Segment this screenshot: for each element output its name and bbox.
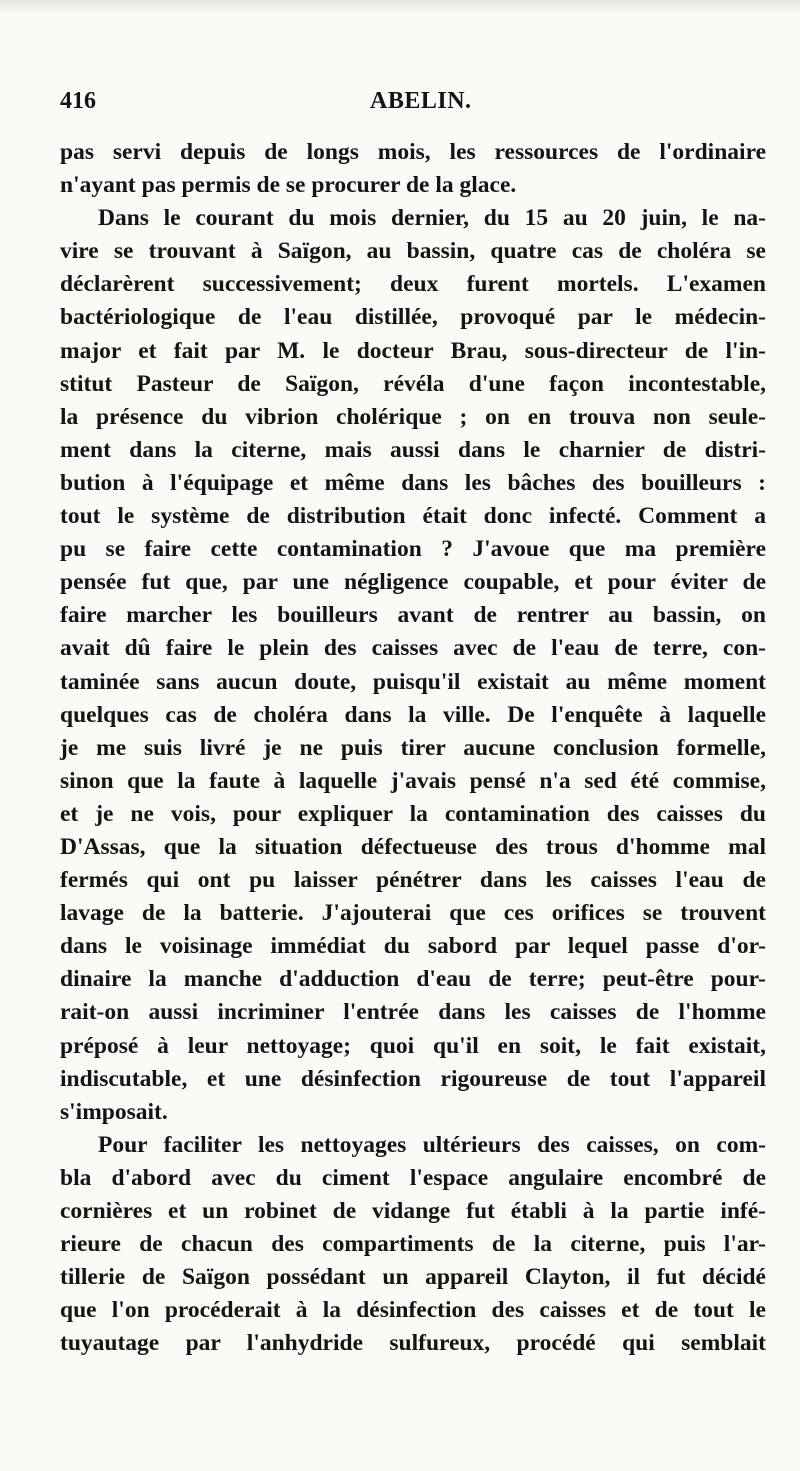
text-line: avait dû faire le plein des caisses avec de l'eau de terre, con- [60, 635, 766, 662]
text-line: lavage de la batterie. J'ajouterai que ces orifices se trouvent [60, 900, 766, 927]
text-line: pas servi depuis de longs mois, les ressources de l'ordinaire [60, 139, 766, 165]
text-line: sinon que la faute à laquelle j'avais pensé n'a sed été commise, [60, 767, 766, 794]
text-line: major et fait par M. le docteur Brau, sous-directeur de l'in- [60, 337, 766, 364]
text-line: déclarèrent successivement; deux furent mortels. L'examen [60, 271, 766, 298]
text-line: la présence du vibrion cholérique ; on en trouva non seule- [60, 403, 766, 430]
body-text [60, 136, 766, 1360]
text-line: faire marcher les bouilleurs avant de rentrer au bassin, on [60, 602, 766, 629]
text-line: et je ne vois, pour expliquer la contamination des caisses du [60, 800, 766, 827]
text-line: s'imposait. [60, 1098, 168, 1125]
text-line: préposé à leur nettoyage; quoi qu'il en soit, le fait existait, [60, 1032, 766, 1059]
text-line: bla d'abord avec du ciment l'espace angulaire encombré de [60, 1164, 766, 1191]
text-line: D'Assas, que la situation défectueuse des trous d'homme mal [60, 833, 766, 860]
running-head: ABELIN. [370, 88, 472, 114]
text-line: fermés qui ont pu laisser pénétrer dans les caisses l'eau de [60, 867, 766, 894]
text-line: taminée sans aucun doute, puisqu'il existait au même moment [60, 668, 766, 695]
text-line: indiscutable, et une désinfection rigoureuse de tout l'appareil [60, 1065, 766, 1092]
page-edge-shadow [0, 0, 800, 14]
text-line: tuyautage par l'anhydride sulfureux, procédé qui semblait [60, 1330, 766, 1357]
text-line: dinaire la manche d'adduction d'eau de terre; peut-être pour- [60, 966, 766, 993]
text-line: pu se faire cette contamination ? J'avoue que ma première [60, 536, 766, 563]
text-line: Pour faciliter les nettoyages ultérieurs des caisses, on com- [98, 1131, 766, 1158]
text-line: stitut Pasteur de Saïgon, révéla d'une façon incontestable, [60, 370, 766, 397]
text-line: que l'on procéderait à la désinfection des caisses et de tout le [60, 1297, 766, 1324]
text-line: cornières et un robinet de vidange fut établi à la partie infé- [60, 1198, 766, 1224]
text-line: rieure de chacun des compartiments de la citerne, puis l'ar- [60, 1231, 766, 1258]
page-number: 416 [60, 88, 96, 114]
text-line: ment dans la citerne, mais aussi dans le charnier de distri- [60, 436, 766, 463]
text-line: pensée fut que, par une négligence coupable, et pour éviter de [60, 569, 766, 596]
text-line: tout le système de distribution était donc infecté. Comment a [60, 503, 766, 530]
text-line: n'ayant pas permis de se procurer de la glace. [60, 172, 517, 199]
page-header [60, 88, 760, 122]
text-line: rait-on aussi incriminer l'entrée dans les caisses de l'homme [60, 999, 766, 1026]
text-line: dans le voisinage immédiat du sabord par lequel passe d'or- [60, 933, 766, 960]
text-line: tillerie de Saïgon possédant un appareil Clayton, il fut décidé [60, 1264, 766, 1291]
text-line: Dans le courant du mois dernier, du 15 au 20 juin, le na- [98, 205, 766, 232]
text-line: bution à l'équipage et même dans les bâches des bouilleurs : [60, 469, 766, 496]
text-line: quelques cas de choléra dans la ville. De l'enquête à laquelle [60, 701, 766, 728]
text-line: bactériologique de l'eau distillée, provoqué par le médecin- [60, 304, 766, 331]
text-line: vire se trouvant à Saïgon, au bassin, quatre cas de choléra se [60, 238, 766, 265]
text-line: je me suis livré je ne puis tirer aucune conclusion formelle, [60, 734, 766, 761]
